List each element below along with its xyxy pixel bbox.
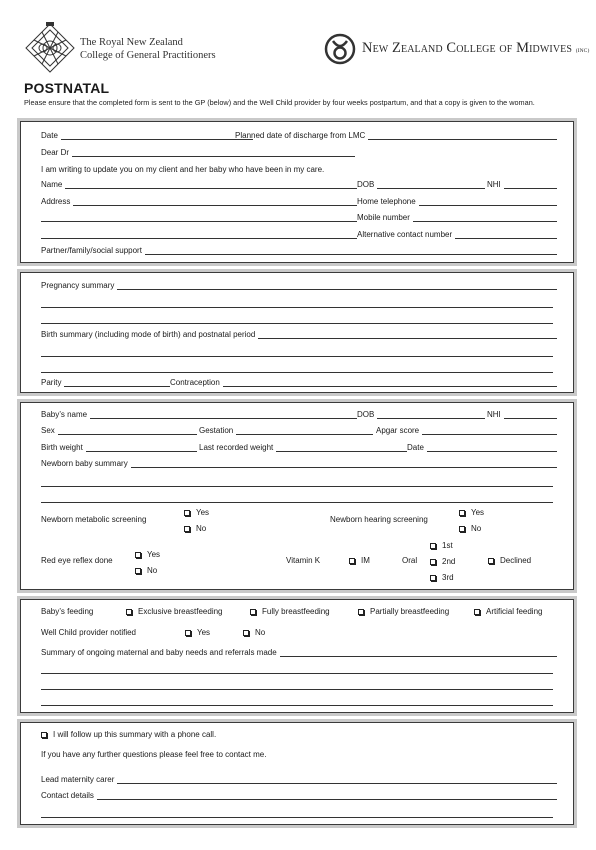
contraception-label: Contraception (170, 378, 220, 387)
baby-nhi-label: NHI (487, 410, 501, 419)
planned-discharge-label: Planned date of discharge from LMC (235, 131, 366, 140)
partner-support-field[interactable] (41, 245, 557, 257)
address-field[interactable] (41, 196, 357, 208)
hearing-no-checkbox[interactable] (459, 523, 481, 535)
dear-dr-field[interactable] (41, 147, 355, 159)
pregnancy-section (17, 269, 577, 396)
metabolic-no-checkbox[interactable] (184, 523, 206, 535)
dob-label: DOB (357, 180, 375, 189)
name-field[interactable] (41, 179, 357, 191)
lead-maternity-carer-label: Lead maternity carer (41, 775, 115, 784)
pregnancy-summary-field[interactable] (41, 280, 557, 292)
form-header (0, 0, 596, 78)
well-child-no-label: No (255, 628, 266, 637)
metabolic-no-label: No (196, 524, 207, 533)
pregnancy-summary-label: Pregnancy summary (41, 281, 115, 290)
hearing-yes-checkbox[interactable] (459, 507, 484, 519)
apgar-score-field[interactable] (376, 425, 557, 437)
newborn-summary-line-2[interactable] (41, 486, 553, 487)
oral-3rd-checkbox[interactable] (430, 572, 454, 584)
babys-name-field[interactable] (41, 409, 357, 421)
rnzcgp-name (80, 37, 216, 62)
gestation-field[interactable] (199, 425, 373, 437)
last-recorded-weight-label: Last recorded weight (199, 443, 274, 452)
partially-breastfeeding-label: Partially breastfeeding (370, 607, 450, 616)
nzcom-name (362, 40, 589, 57)
nzcom-inc: (INC) (575, 48, 590, 54)
apgar-score-label: Apgar score (376, 426, 420, 435)
baby-dob-label: DOB (357, 410, 375, 419)
date-field[interactable] (41, 130, 253, 142)
lead-maternity-carer-field[interactable] (41, 774, 557, 786)
well-child-yes-label: Yes (197, 628, 211, 637)
nzcom-name-text: New Zealand College of Midwives (362, 40, 573, 56)
alternative-contact-label: Alternative contact number (357, 230, 453, 239)
address-label: Address (41, 197, 71, 206)
last-recorded-weight-field[interactable] (199, 442, 407, 454)
partially-breastfeeding-checkbox[interactable] (358, 606, 449, 618)
partner-support-label: Partner/family/social support (41, 246, 142, 255)
ongoing-needs-label: Summary of ongoing maternal and baby needs and referrals made (41, 648, 277, 657)
contact-section (17, 719, 577, 828)
red-eye-yes-label: Yes (147, 550, 161, 559)
hearing-yes-label: Yes (471, 508, 485, 517)
oral-2nd-label: 2nd (442, 557, 456, 566)
newborn-summary-line-3[interactable] (41, 502, 553, 503)
weight-date-field[interactable] (407, 442, 557, 454)
red-eye-yes-checkbox[interactable] (135, 549, 160, 561)
vitamin-k-declined-label: Declined (500, 556, 532, 565)
date-label: Date (41, 131, 58, 140)
rnzcgp-name-line1: The Royal New Zealand (80, 37, 183, 48)
parity-field[interactable] (41, 377, 170, 389)
birth-weight-label: Birth weight (41, 443, 83, 452)
pregnancy-summary-line-2[interactable] (41, 307, 553, 308)
oral-1st-checkbox[interactable] (430, 540, 453, 552)
form-instructions: Please ensure that the completed form is sent to the GP (below) and the Well Child provider by four weeks postpartum, and that a copy is given to the woman. (24, 98, 535, 107)
birth-summary-line-2[interactable] (41, 356, 553, 357)
ongoing-needs-line-2[interactable] (41, 673, 553, 674)
dob-field[interactable] (357, 179, 485, 191)
phone-follow-up-checkbox[interactable] (41, 729, 216, 741)
red-eye-reflex-label: Red eye reflex done (41, 556, 113, 565)
hearing-screening-label: Newborn hearing screening (330, 515, 428, 524)
oral-3rd-label: 3rd (442, 573, 454, 582)
babys-feeding-label: Baby’s feeding (41, 607, 94, 616)
form-title: POSTNATAL (24, 80, 110, 96)
metabolic-screening-label: Newborn metabolic screening (41, 515, 147, 524)
oral-1st-label: 1st (442, 541, 453, 550)
birth-summary-label: Birth summary (including mode of birth) and postnatal period (41, 330, 256, 339)
nzcom-logo (324, 33, 356, 65)
birth-weight-field[interactable] (41, 442, 197, 454)
well-child-notified-label: Well Child provider notified (41, 628, 137, 637)
well-child-no-checkbox[interactable] (243, 627, 265, 639)
parity-label: Parity (41, 378, 62, 387)
phone-follow-up-label: I will follow up this summary with a phone call. (53, 730, 217, 739)
address-line-3[interactable] (41, 229, 357, 241)
vitamin-k-oral-label: Oral (402, 556, 418, 565)
gestation-label: Gestation (199, 426, 234, 435)
rnzcgp-name-line2: College of General Practitioners (80, 49, 216, 61)
exclusive-breastfeeding-label: Exclusive breastfeeding (138, 607, 223, 616)
contact-details-label: Contact details (41, 791, 94, 800)
oral-2nd-checkbox[interactable] (430, 556, 455, 568)
mobile-number-label: Mobile number (357, 213, 410, 222)
mobile-number-field[interactable] (357, 212, 557, 224)
baby-section (17, 399, 577, 593)
metabolic-yes-label: Yes (196, 508, 210, 517)
feeding-section (17, 596, 577, 716)
vitamin-k-im-label: IM (361, 556, 370, 565)
name-label: Name (41, 180, 63, 189)
vitamin-k-label: Vitamin K (286, 556, 321, 565)
home-telephone-field[interactable] (357, 196, 557, 208)
rnzcgp-crest-logo (24, 22, 76, 74)
contraception-field[interactable] (170, 377, 557, 389)
contact-details-line-2[interactable] (41, 817, 553, 818)
vitamin-k-im-checkbox[interactable] (349, 555, 370, 567)
babys-name-label: Baby’s name (41, 410, 88, 419)
exclusive-breastfeeding-checkbox[interactable] (126, 606, 223, 618)
metabolic-yes-checkbox[interactable] (184, 507, 209, 519)
weight-date-label: Date (407, 443, 424, 452)
artificial-feeding-checkbox[interactable] (474, 606, 542, 618)
nhi-label: NHI (487, 180, 501, 189)
birth-summary-field[interactable] (41, 329, 557, 341)
client-details-section (17, 118, 577, 266)
ongoing-needs-line-3[interactable] (41, 689, 553, 690)
planned-discharge-field[interactable] (235, 130, 557, 142)
ongoing-needs-field[interactable] (41, 647, 557, 659)
further-questions-text: If you have any further questions please feel free to contact me. (41, 750, 267, 759)
home-telephone-label: Home telephone (357, 197, 416, 206)
red-eye-no-checkbox[interactable] (135, 565, 157, 577)
baby-nhi-field[interactable] (487, 409, 557, 421)
contact-details-field[interactable] (41, 790, 557, 802)
baby-dob-field[interactable] (357, 409, 485, 421)
newborn-summary-field[interactable] (41, 458, 557, 470)
ongoing-needs-line-4[interactable] (41, 705, 553, 706)
well-child-yes-checkbox[interactable] (185, 627, 210, 639)
update-statement: I am writing to update you on my client and her baby who have been in my care. (41, 165, 325, 174)
sex-field[interactable] (41, 425, 197, 437)
birth-summary-line-3[interactable] (41, 372, 553, 373)
alternative-contact-field[interactable] (357, 229, 557, 241)
dear-dr-label: Dear Dr (41, 148, 70, 157)
sex-label: Sex (41, 426, 55, 435)
fully-breastfeeding-label: Fully breastfeeding (262, 607, 330, 616)
fully-breastfeeding-checkbox[interactable] (250, 606, 330, 618)
newborn-summary-label: Newborn baby summary (41, 459, 128, 468)
hearing-no-label: No (471, 524, 482, 533)
pregnancy-summary-line-3[interactable] (41, 323, 553, 324)
nhi-field[interactable] (487, 179, 557, 191)
artificial-feeding-label: Artificial feeding (486, 607, 543, 616)
vitamin-k-declined-checkbox[interactable] (488, 555, 531, 567)
address-line-2[interactable] (41, 212, 357, 224)
red-eye-no-label: No (147, 566, 158, 575)
